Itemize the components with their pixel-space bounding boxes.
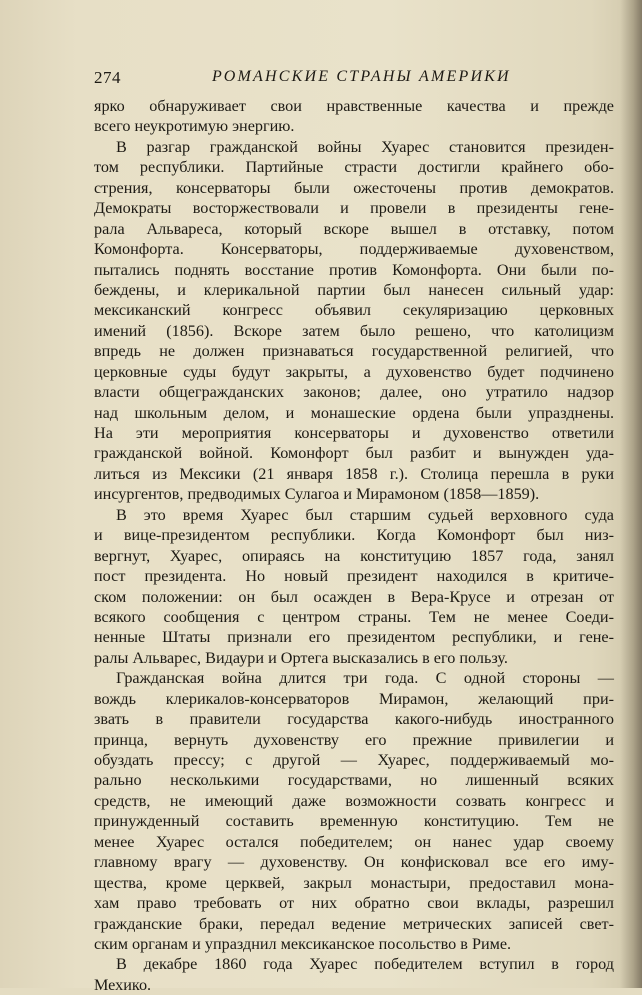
text-line: менее Хуарес остался победителем; он нанес удар своему <box>94 832 614 851</box>
text-line: церковные суды будут закрыты, а духовенство будет подчинено <box>94 362 614 381</box>
text-line: инсургентов, предводимых Сулагоа и Мирамоном (1858—1859). <box>94 485 540 504</box>
text-line: мексиканский конгресс объявил секуляризацию церковных <box>94 301 614 320</box>
text-line: ненные Штаты признали его президентом республики, и гене- <box>94 628 614 647</box>
text-line: вождь клерикалов-консерваторов Мирамон, желающий при- <box>94 689 614 708</box>
text-line: В это время Хуарес был старшим судьей верховного суда <box>116 505 614 524</box>
text-line: гражданской войной. Комонфорт был разбит и вынужден уда- <box>94 444 614 463</box>
text-line: щества, кроме церквей, закрыл монастыри, предоставил мона- <box>94 873 614 892</box>
text-line: принужденный составить временную конституцию. Тем не <box>94 812 614 831</box>
text-line: ским органам и упразднил мексиканское посольство в Риме. <box>94 934 512 953</box>
text-line: главному врагу — духовенству. Он конфисковал все его иму- <box>94 853 614 872</box>
text-line: звать в правители государства какого-нибудь иностранного <box>94 710 614 729</box>
text-line: над школьным делом, и монашеские ордена были упразднены. <box>94 403 614 422</box>
text-line: хам право требовать от них обратно свои вклады, разрешил <box>94 894 614 913</box>
text-line: рала Альвареса, который вскоре вышел в отставку, потом <box>94 219 614 238</box>
text-line: том республики. Партийные страсти достигли крайнего обо- <box>94 158 614 177</box>
text-line: и вице-президентом республики. Когда Комонфорт был низ- <box>94 526 614 545</box>
text-line: На эти мероприятия консерваторы и духовенство ответили <box>94 424 614 442</box>
text-line: Гражданская война длится три года. С одной стороны — <box>116 669 614 688</box>
text-line: власти общегражданских законов; далее, оно утратило надзор <box>94 383 614 402</box>
text-line: Демократы восторжествовали и провели в президенты гене- <box>94 199 614 218</box>
page-spine-shadow <box>620 0 642 988</box>
page-header <box>94 68 614 92</box>
text-line: всякого сообщения с центром страны. Тем не менее Соеди- <box>94 607 614 626</box>
text-line: впредь не должен признаваться государственной религией, что <box>94 342 614 361</box>
text-line: обуздать прессу; с другой — Хуарес, поддерживаемый мо- <box>94 751 614 769</box>
text-line: всего неукротимую энергию. <box>94 117 295 136</box>
text-line: пост президента. Но новый президент находился в критиче- <box>94 567 614 586</box>
text-line: ралы Альварес, Видаури и Ортега высказались в его пользу. <box>94 648 508 667</box>
text-line: вергнут, Хуарес, опираясь на конституцию 1857 года, занял <box>94 546 614 565</box>
text-line: ярко обнаруживает свои нравственные качества и прежде <box>94 97 614 115</box>
text-line: литься из Мексики (21 января 1858 г.). Столица перешла в руки <box>94 464 614 483</box>
text-line: рально несколькими государствами, но лишенный всяких <box>94 771 614 790</box>
text-line: Комонфорта. Консерваторы, поддерживаемые духовенством, <box>94 240 614 259</box>
running-title: РОМАНСКИЕ СТРАНЫ АМЕРИКИ <box>212 68 511 85</box>
page-number: 274 <box>94 68 121 87</box>
text-line: имений (1856). Вскоре затем было решено, что католицизм <box>94 321 614 340</box>
text-line: принца, вернуть духовенству его прежние привилегии и <box>94 730 614 749</box>
text-line: В декабре 1860 года Хуарес победителем вступил в город <box>116 955 614 974</box>
text-line: беждены, и клерикальной партии был нанесен сильный удар: <box>94 280 614 299</box>
text-line: средств, не имеющий даже возможности созвать конгресс и <box>94 791 614 810</box>
text-line: В разгар гражданской войны Хуарес становится президен- <box>116 137 614 156</box>
body-text <box>94 96 614 995</box>
text-line: ском положении: он был осажден в Вера-Крусе и отрезан от <box>94 587 614 606</box>
text-line: стрения, консерваторы были ожесточены против демократов. <box>94 178 614 197</box>
text-line: пытались поднять восстание против Комонфорта. Они были по- <box>94 260 614 279</box>
text-line: гражданские браки, передал ведение метрических записей свет- <box>94 914 614 933</box>
text-line: Мехико. <box>94 975 152 994</box>
